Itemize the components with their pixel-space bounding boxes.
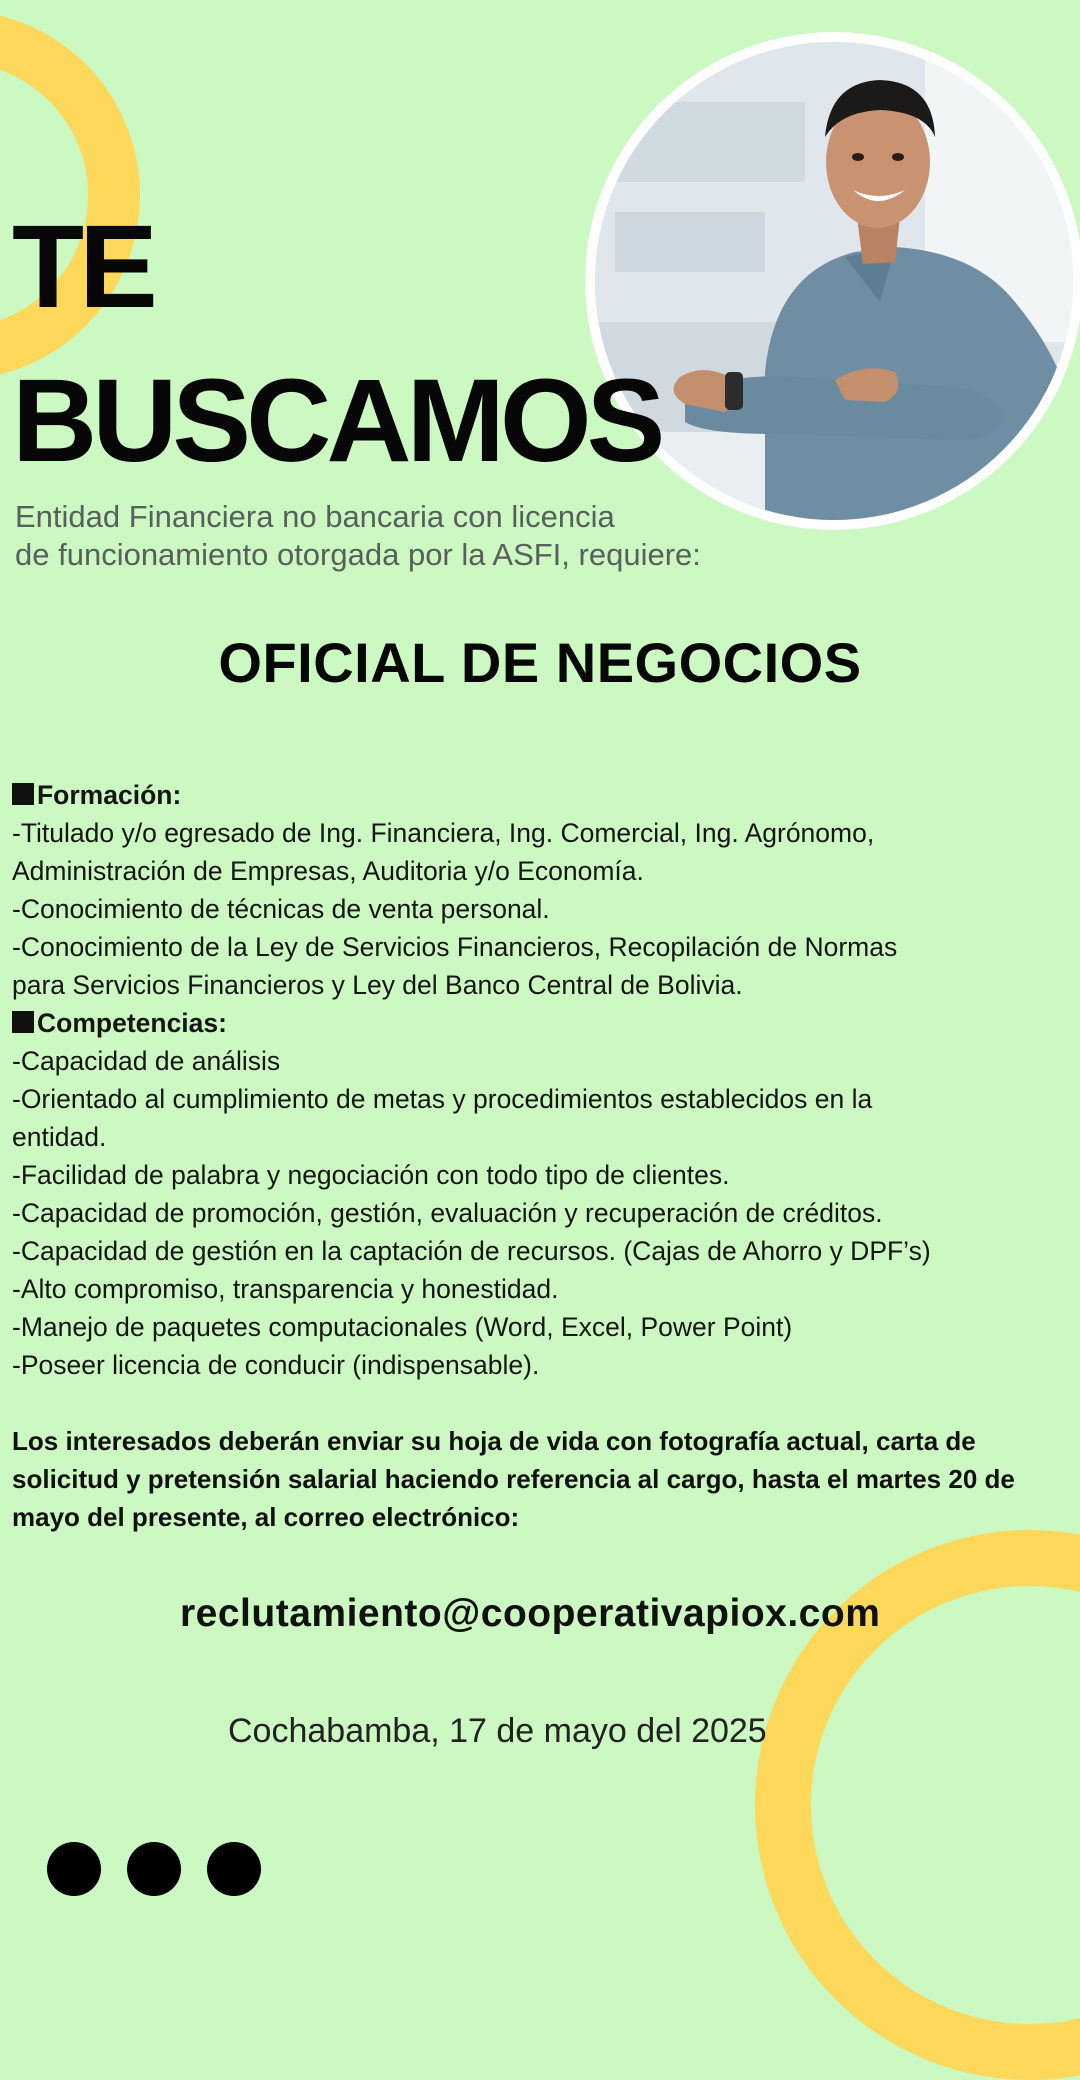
subtitle-line-1: Entidad Financiera no bancaria con licencia	[15, 499, 615, 534]
competencias-line: entidad.	[12, 1122, 107, 1152]
competencias-line: -Facilidad de palabra y negociación con todo tipo de clientes.	[12, 1160, 730, 1190]
subtitle-line-2: de funcionamiento otorgada por la ASFI, requiere:	[15, 537, 701, 572]
formacion-line: -Conocimiento de técnicas de venta personal.	[12, 894, 550, 924]
competencias-line: -Capacidad de análisis	[12, 1046, 281, 1076]
subtitle	[15, 498, 701, 574]
competencias-line: -Capacidad de promoción, gestión, evaluación y recuperación de créditos.	[12, 1198, 883, 1228]
decorative-dot-icon	[207, 1842, 261, 1896]
publication-date: Cochabamba, 17 de mayo del 2025	[228, 1712, 767, 1750]
black-square-bullet-icon	[12, 783, 34, 805]
competencias-line: -Manejo de paquetes computacionales (Word, Excel, Power Point)	[12, 1312, 793, 1342]
competencias-line: -Alto compromiso, transparencia y honestidad.	[12, 1274, 559, 1304]
formacion-line: -Conocimiento de la Ley de Servicios Financieros, Recopilación de Normas	[12, 932, 898, 962]
competencias-heading	[12, 1004, 1080, 1042]
formacion-line: Administración de Empresas, Auditoria y/o Economía.	[12, 856, 644, 886]
headline-line-1: TE	[12, 201, 153, 333]
decorative-dot-icon	[47, 1842, 101, 1896]
competencias-line: -Capacidad de gestión en la captación de recursos. (Cajas de Ahorro y DPF’s)	[12, 1236, 931, 1266]
headline-line-2: BUSCAMOS	[12, 355, 661, 487]
position-title: OFICIAL DE NEGOCIOS	[218, 631, 862, 694]
formacion-heading	[12, 776, 1080, 814]
smiling-man-illustration-icon	[595, 42, 1073, 520]
formacion-line: -Titulado y/o egresado de Ing. Financiera, Ing. Comercial, Ing. Agrónomo,	[12, 818, 875, 848]
competencias-heading-label: Competencias:	[37, 1008, 227, 1038]
decorative-dot-icon	[127, 1842, 181, 1896]
application-instructions: Los interesados deberán enviar su hoja de vida con fotografía actual, carta de solicitud y pretensión salarial haciendo referencia al cargo, hasta el martes 20 de mayo del presente, al correo electrónico:	[12, 1426, 1015, 1532]
competencias-line: -Orientado al cumplimiento de metas y procedimientos establecidos en la	[12, 1084, 873, 1114]
black-square-bullet-icon	[12, 1011, 34, 1033]
competencias-line: -Poseer licencia de conducir (indispensable).	[12, 1350, 540, 1380]
formacion-heading-label: Formación:	[37, 780, 182, 810]
formacion-line: para Servicios Financieros y Ley del Banco Central de Bolivia.	[12, 970, 743, 1000]
contact-email[interactable]: reclutamiento@cooperativapiox.com	[180, 1592, 881, 1635]
requirements-list	[12, 776, 1080, 1384]
